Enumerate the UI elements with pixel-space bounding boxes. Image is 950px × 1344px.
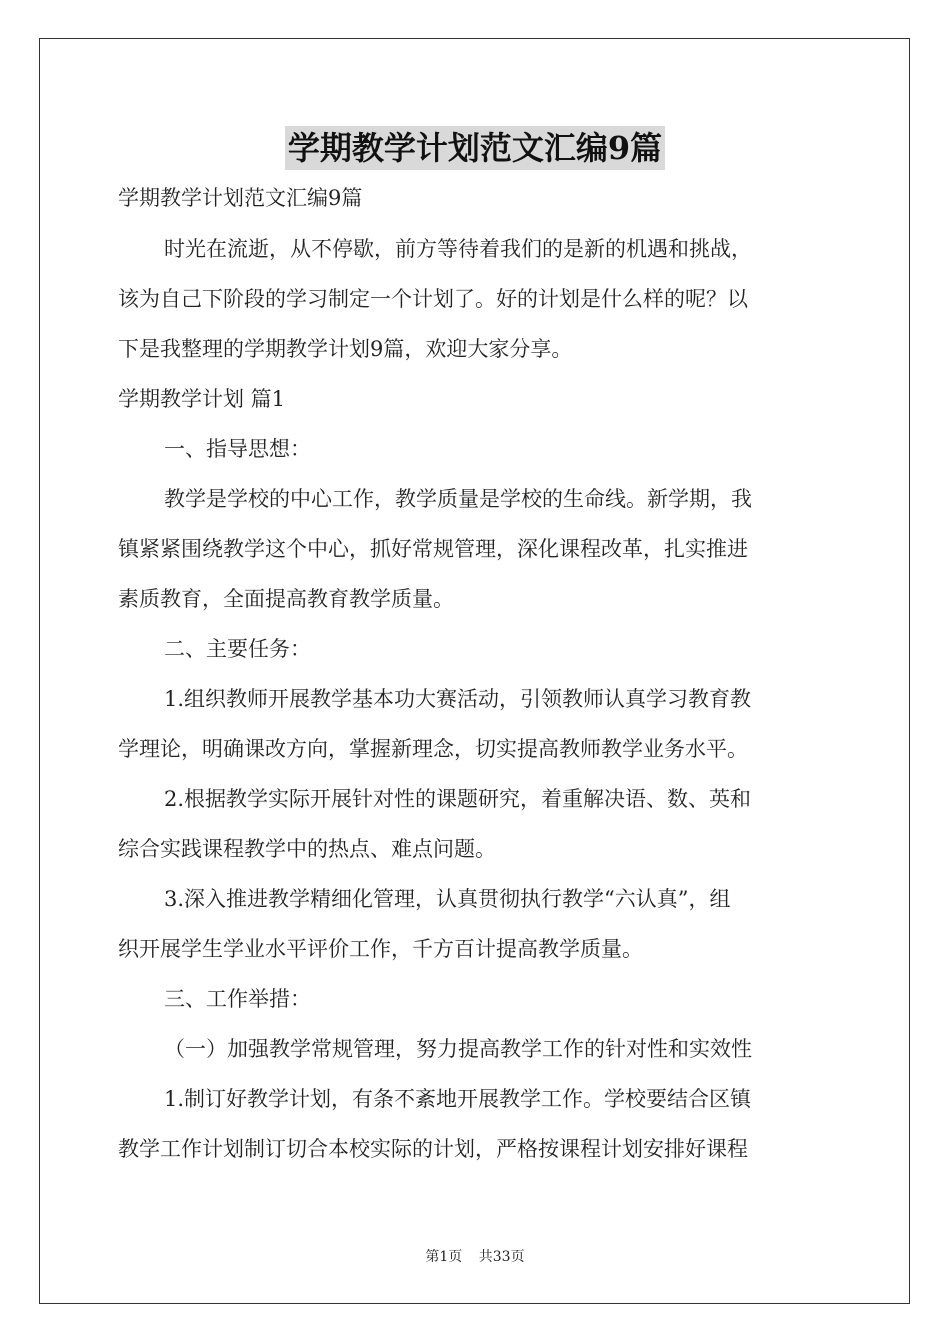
- paragraph-line: 1.制订好教学计划，有条不紊地开展教学工作。学校要结合区镇: [164, 1087, 752, 1111]
- paragraph-line: 3.深入推进教学精细化管理，认真贯彻执行教学“六认真”，组: [164, 887, 731, 911]
- paragraph-line: 时光在流逝，从不停歇，前方等待着我们的是新的机遇和挑战，: [164, 237, 752, 261]
- paragraph-line: 教学是学校的中心工作，教学质量是学校的生命线。新学期，我: [164, 487, 752, 511]
- paragraph-line: 镇紧紧围绕教学这个中心，抓好常规管理，深化课程改革，扎实推进: [118, 537, 748, 561]
- paragraph-line: 2.根据教学实际开展针对性的课题研究，着重解决语、数、英和: [164, 787, 752, 811]
- page-total: 共33页: [478, 1249, 525, 1265]
- paragraph-line: 织开展学生学业水平评价工作，千方百计提高教学质量。: [118, 937, 643, 961]
- subheading: 三、工作举措：: [164, 987, 311, 1011]
- paragraph-line: 该为自己下阶段的学习制定一个计划了。好的计划是什么样的呢？以: [118, 287, 748, 311]
- paragraph-line: 综合实践课程教学中的热点、难点问题。: [118, 837, 496, 861]
- document-title: 学期教学计划范文汇编9篇: [285, 126, 665, 170]
- page-footer: [0, 1246, 950, 1266]
- paragraph-line: 学理论，明确课改方向，掌握新理念，切实提高教师教学业务水平。: [118, 737, 748, 761]
- paragraph-line: 1.组织教师开展教学基本功大赛活动，引领教师认真学习教育教: [164, 687, 752, 711]
- subheading: 一、指导思想：: [164, 437, 311, 461]
- paragraph-line: 素质教育，全面提高教育教学质量。: [118, 587, 454, 611]
- paragraph-line: 教学工作计划制订切合本校实际的计划，严格按课程计划安排好课程: [118, 1137, 748, 1161]
- subheading: 二、主要任务：: [164, 637, 311, 661]
- paragraph-line: 下是我整理的学期教学计划9篇，欢迎大家分享。: [118, 337, 573, 361]
- section-heading: 学期教学计划 篇1: [118, 387, 286, 411]
- page-number: 第1页: [425, 1249, 463, 1265]
- subtitle-line: 学期教学计划范文汇编9篇: [118, 186, 363, 210]
- title-container: [0, 126, 950, 170]
- paragraph-line: （一）加强教学常规管理，努力提高教学工作的针对性和实效性: [164, 1037, 752, 1061]
